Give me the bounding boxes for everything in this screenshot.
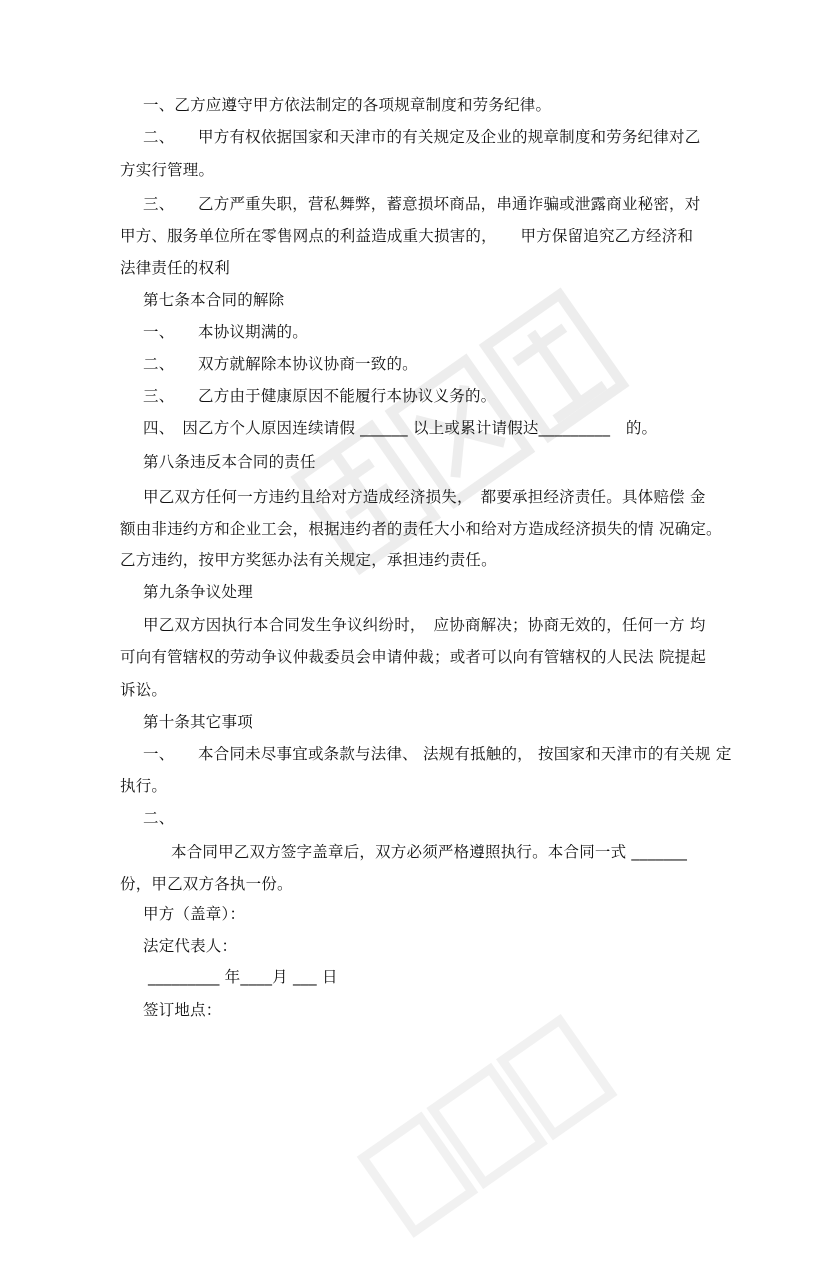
clause-line: 三、 乙方由于健康原因不能履行本协议义务的。 xyxy=(143,387,497,405)
clause-line: 乙方违约，按甲方奖惩办法有关规定，承担违约责任。 xyxy=(120,551,497,569)
clause-line: 二、 双方就解除本协议协商一致的。 xyxy=(143,355,418,373)
clause-line: 一、 本协议期满的。 xyxy=(143,323,308,341)
signature-date: _________ 年____月 ___ 日 xyxy=(148,968,338,986)
watermark-logo xyxy=(258,250,702,669)
clause-line: 甲方、服务单位所在零售网点的利益造成重大损害的， 甲方保留追究乙方经济和 xyxy=(120,227,694,245)
clause-line: 三、 乙方严重失职，营私舞弊，蓄意损坏商品，串通诈骗或泄露商业秘密，对 xyxy=(143,195,701,213)
signature-place: 签订地点： xyxy=(143,1001,222,1019)
clause-line: 法律责任的权利 xyxy=(120,259,230,277)
section-heading: 第九条争议处理 xyxy=(143,583,253,601)
clause-line: 一、 本合同未尽事宜或条款与法律、 法规有抵触的， 按国家和天津市的有关规 定 xyxy=(143,745,732,763)
clause-line: 一、乙方应遵守甲方依法制定的各项规章制度和劳务纪律。 xyxy=(143,96,552,114)
section-heading: 第七条本合同的解除 xyxy=(143,291,285,309)
clause-line: 份，甲乙双方各执一份。 xyxy=(120,875,293,893)
clause-line: 执行。 xyxy=(120,777,168,795)
clause-line: 四、 因乙方个人原因连续请假 ______ 以上或累计请假达_________ 的。 xyxy=(143,419,658,437)
clause-line: 诉讼。 xyxy=(120,681,168,699)
clause-line: 本合同甲乙双方签字盖章后，双方必须严格遵照执行。本合同一式 _______ xyxy=(171,843,688,861)
clause-line: 二、 xyxy=(143,809,175,827)
section-heading: 第十条其它事项 xyxy=(143,713,253,731)
watermark-logo-bottom xyxy=(343,998,636,1262)
clause-line: 额由非违约方和企业工会，根据违约者的责任大小和给对方造成经济损失的情 况确定。 xyxy=(120,520,722,538)
clause-line: 甲乙双方任何一方违约且给对方造成经济损失， 都要承担经济责任。具体赔偿 金 xyxy=(143,488,706,506)
signature-party-a: 甲方（盖章）： xyxy=(143,905,246,923)
section-heading: 第八条违反本合同的责任 xyxy=(143,453,316,471)
clause-line: 二、 甲方有权依据国家和天津市的有关规定及企业的规章制度和劳务纪律对乙 xyxy=(143,128,701,146)
clause-line: 方实行管理。 xyxy=(120,161,215,179)
clause-line: 甲乙双方因执行本合同发生争议纠纷时， 应协商解决；协商无效的，任何一方 均 xyxy=(143,616,706,634)
signature-legal-representative: 法定代表人： xyxy=(143,937,238,955)
clause-line: 可向有管辖权的劳动争议仲裁委员会申请仲裁；或者可以向有管辖权的人民法 院提起 xyxy=(120,648,707,666)
